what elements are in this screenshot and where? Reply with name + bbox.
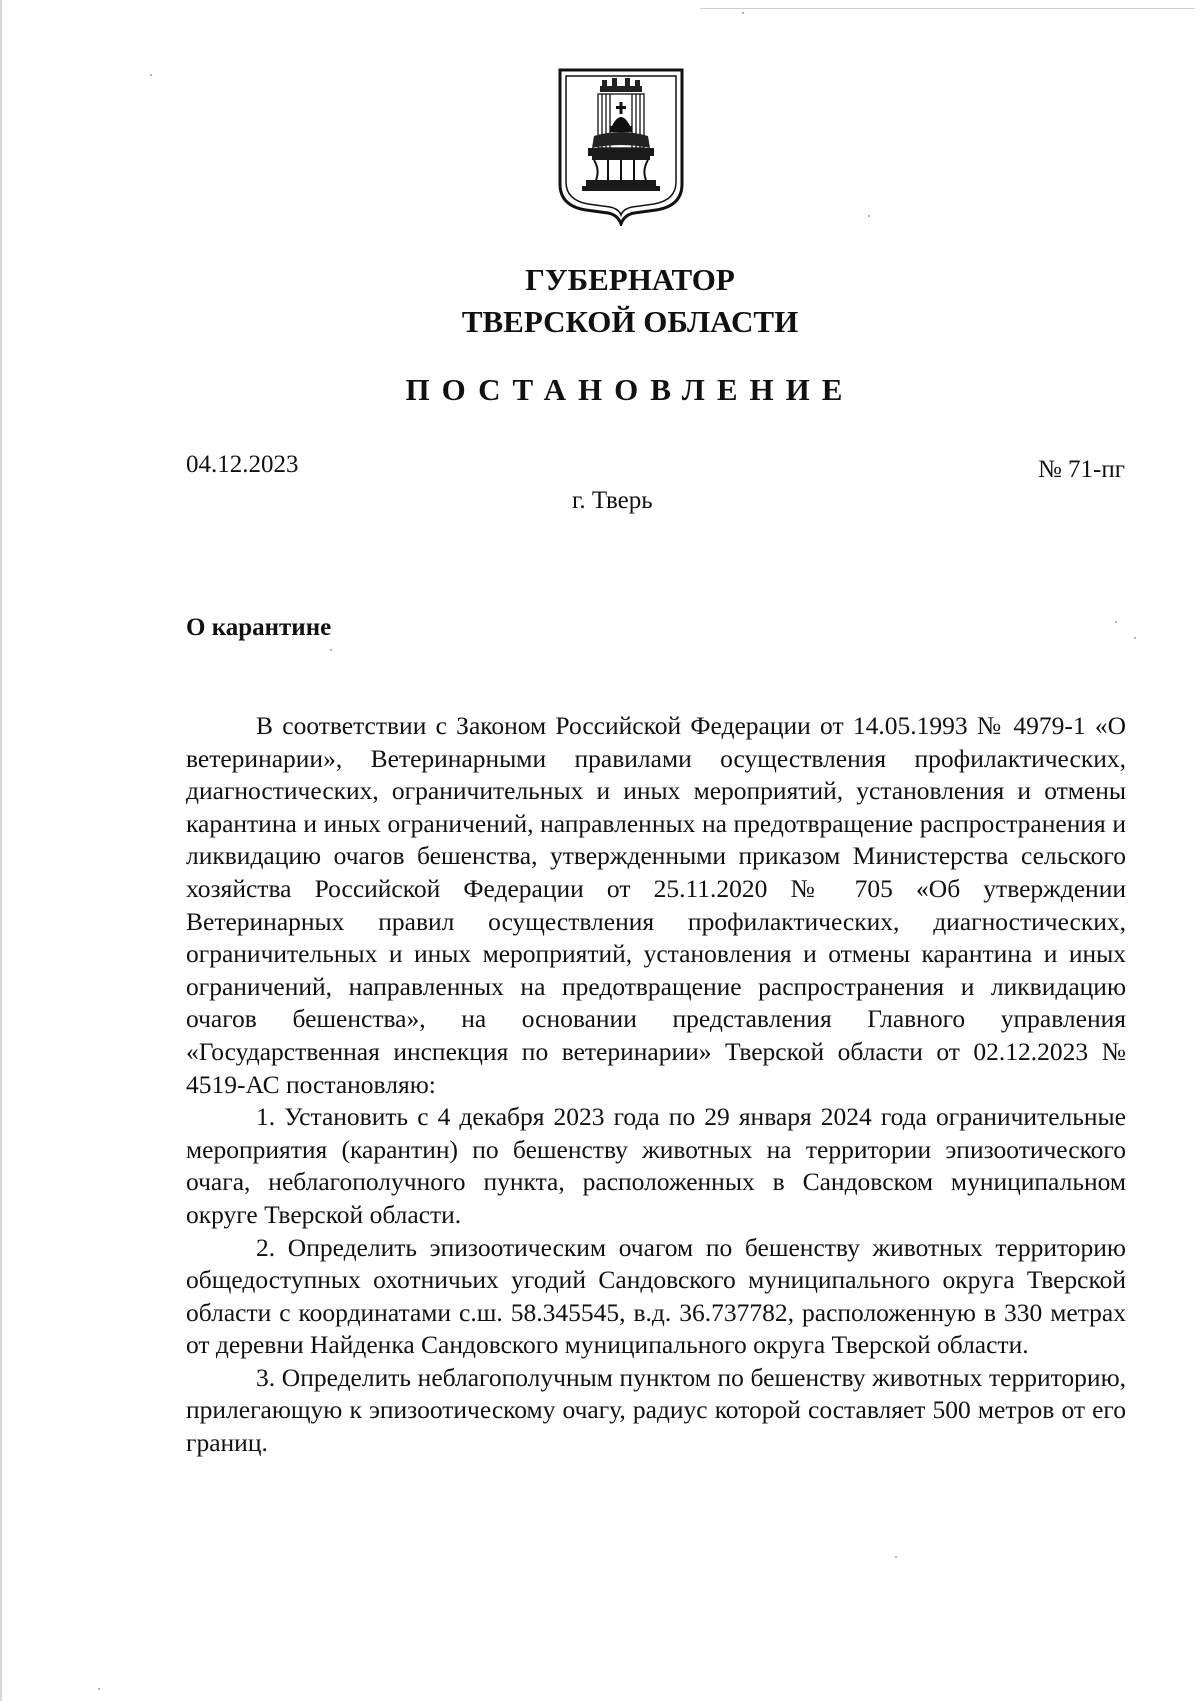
clause-paragraph-2: 2. Определить эпизоотическим очагом по бешенству животных территорию общедоступных охотничьих угодий Сандовского муниципального округа Тверской области с координатами с.ш. 58.345545, в.д. 36.737782, расположенную в 330 метрах от деревни Найденка Сандовского муниципального округа Тверской области.: [186, 1232, 1126, 1360]
scan-speck: [895, 1556, 897, 1558]
authority-line-2: ТВЕРСКОЙ ОБЛАСТИ: [461, 304, 799, 339]
coat-of-arms-icon: [556, 66, 686, 226]
document-number: № 71-пг: [1037, 456, 1125, 483]
scan-speck: [98, 1688, 100, 1690]
document-body: [186, 710, 1126, 1460]
scan-edge-top: [700, 8, 1195, 9]
document-city: г. Тверь: [572, 487, 653, 514]
document-type-title: ПОСТАНОВЛЕНИЕ: [405, 372, 855, 407]
scan-speck: [868, 215, 870, 217]
authority-line-1: ГУБЕРНАТОР: [525, 262, 735, 297]
issuing-authority-title: [0, 259, 1200, 343]
preamble-paragraph: В соответствии с Законом Российской Федерации от 14.05.1993 № 4979-1 «О ветеринарии», Ветеринарными правилами осуществления профилактических, диагностических, ограничительных и иных мероприятий, установления и отмены карантина и иных ограничений, направленных на предотвращение распространения и ликвидацию очагов бешенства, утвержденными приказом Министерства сельского хозяйства Российской Федерации от 25.11.2020 № 705 «Об утверждении Ветеринарных правил осуществления профилактических, диагностических, ограничительных и иных мероприятий, установления и отмены карантина и иных ограничений, направленных на предотвращение распространения и ликвидацию очагов бешенства», на основании представления Главного управления «Государственная инспекция по ветеринарии» Тверской области от 02.12.2023 № 4519-АС постановляю:: [186, 711, 1126, 1099]
clause-paragraph-3: 3. Определить неблагополучным пунктом по бешенству животных территорию, прилегающую к эпизоотическому очагу, радиус которой составляет 500 метров от его границ.: [186, 1362, 1126, 1458]
scan-speck: [1115, 621, 1117, 623]
scan-speck: [1134, 637, 1136, 639]
scan-speck: [742, 12, 744, 14]
scan-edge-left: [0, 0, 2, 1701]
scan-speck: [330, 649, 332, 651]
clause-paragraph-1: 1. Установить с 4 декабря 2023 года по 29 января 2024 года ограничительные мероприятия (карантин) по бешенству животных на территории эпизоотического очага, неблагополучного пункта, расположенных в Сандовском муниципальном округе Тверской области.: [186, 1102, 1126, 1229]
document-date: 04.12.2023: [186, 451, 299, 478]
scan-speck: [150, 74, 152, 76]
document-subject: О карантине: [186, 614, 332, 641]
